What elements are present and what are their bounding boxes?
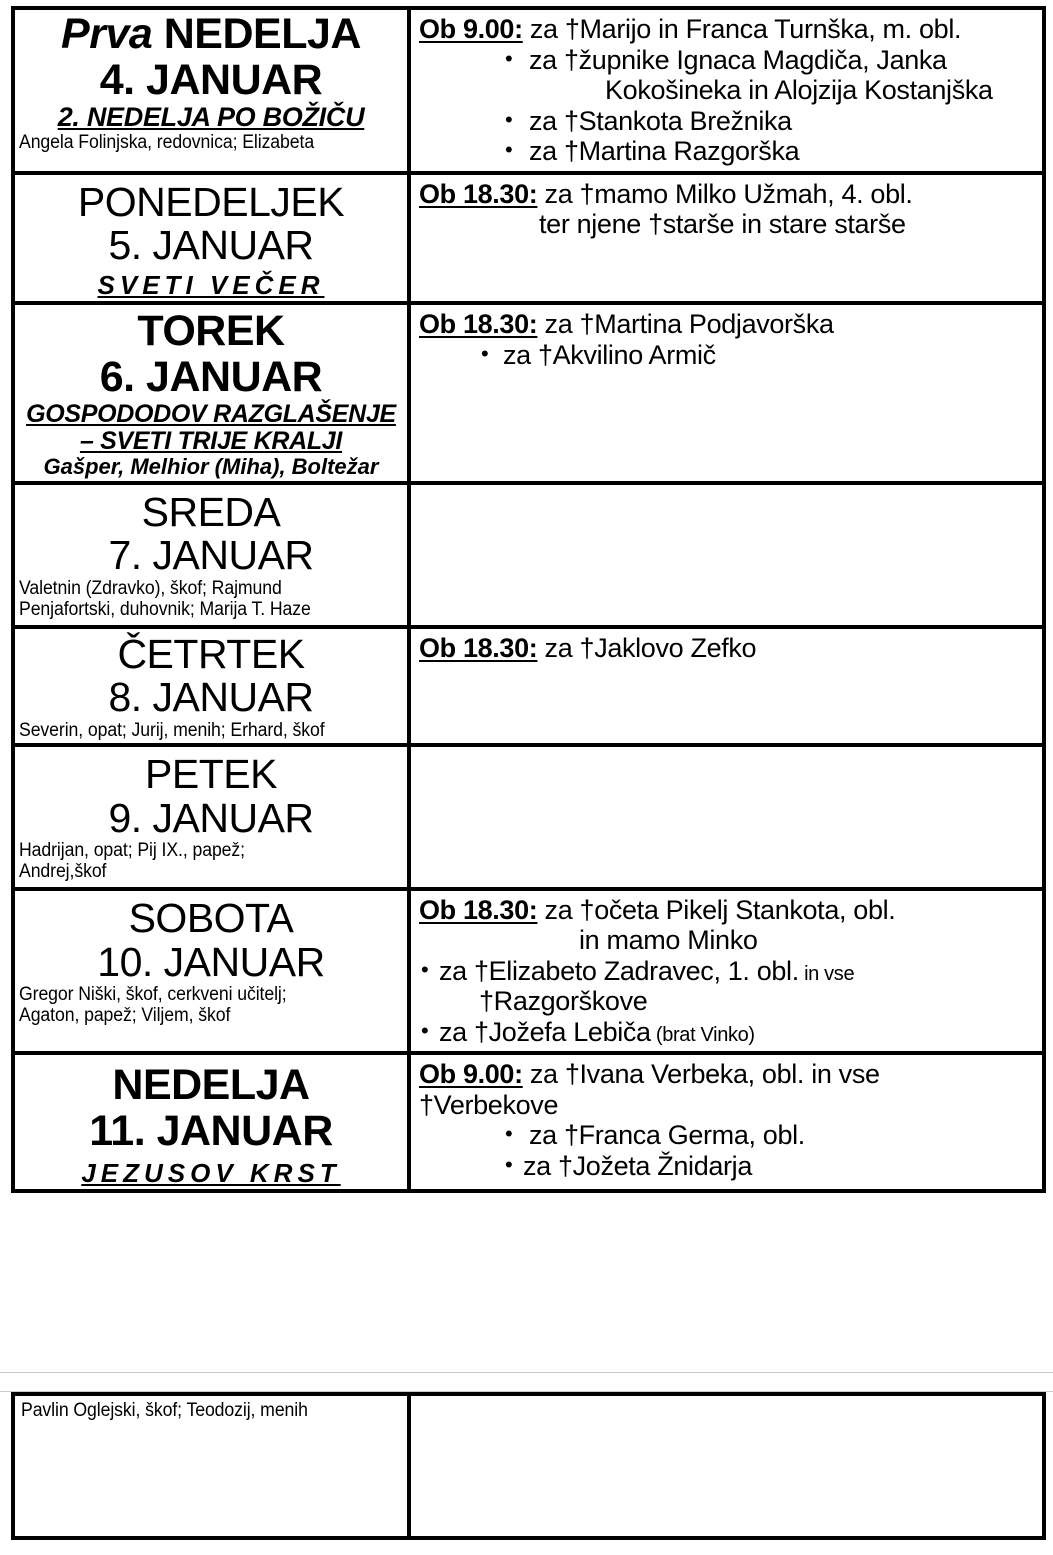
- day-name-main: NEDELJA: [163, 10, 361, 58]
- day-date: 11. JANUAR: [89, 1107, 333, 1156]
- intentions-cell: [409, 627, 1044, 745]
- table-row: [13, 483, 1044, 627]
- intention-continuation: ter njene †starše in stare starše: [539, 209, 906, 239]
- day-date: 9. JANUAR: [108, 794, 314, 841]
- day-name: SOBOTA: [128, 894, 294, 941]
- bullet-icon: •: [421, 1017, 429, 1043]
- intention-first-line: [419, 179, 1036, 210]
- table-row: [13, 889, 1044, 1054]
- day-cell: [13, 1053, 409, 1190]
- continuation-table: [11, 1392, 1046, 1540]
- intention-item: [419, 1017, 1036, 1048]
- intention-text: za †Jožeta Žnidarja: [523, 1150, 752, 1181]
- intention-text: za †župnike Ignaca Magdiča, Janka: [529, 44, 947, 75]
- intention-item: [419, 1120, 1036, 1151]
- day-subtitle: JEZUSOV KRST: [81, 1157, 341, 1188]
- day-saints: Pavlin Oglejski, škof; Teodozij, menih: [21, 1400, 308, 1421]
- intentions-cell: [409, 1053, 1044, 1190]
- day-subtitle-2: – SVETI TRIJE KRALJI: [79, 426, 343, 455]
- intention-item: [419, 1151, 1036, 1182]
- intention-note: (brat Vinko): [650, 1023, 755, 1046]
- day-name: TOREK: [137, 307, 285, 356]
- day-name: ČETRTEK: [117, 630, 305, 677]
- day-name-prefix: Prva: [61, 10, 164, 58]
- table-row: [13, 8, 1044, 173]
- intentions-cell: [409, 1394, 1044, 1538]
- day-name: PONEDELJEK: [77, 178, 345, 225]
- table-row: [13, 1394, 1044, 1538]
- intention-text: za †Ivana Verbeka, obl. in vse: [522, 1059, 880, 1090]
- day-cell: [13, 889, 409, 1054]
- table-row: [13, 1053, 1044, 1190]
- intention-text: za †Martina Razgorška: [529, 136, 800, 166]
- day-date: 10. JANUAR: [97, 938, 325, 985]
- intention-text: za †Marijo in Franca Turnška, m. obl.: [522, 14, 962, 44]
- intention-first-line: [419, 633, 1036, 664]
- day-cell: [13, 303, 409, 482]
- mass-time: Ob 18.30:: [419, 632, 538, 663]
- day-saints: Gašper, Melhior (Miha), Boltežar: [43, 453, 379, 479]
- day-saints: Hadrijan, opat; Pij IX., papež;: [19, 839, 245, 861]
- intentions-cell: [409, 173, 1044, 304]
- intention-note: in vse: [798, 962, 855, 985]
- day-date: 8. JANUAR: [108, 674, 314, 721]
- intention-text: za †očeta Pikelj Stankota, obl.: [537, 894, 896, 925]
- intention-text: za †Akvilino Armič: [503, 339, 716, 370]
- bullet-icon: •: [421, 956, 429, 982]
- table-row: [13, 173, 1044, 304]
- day-name: [19, 12, 403, 57]
- day-saints: Angela Folinjska, redovnica; Elizabeta: [19, 132, 315, 154]
- intention-text: za †Elizabeto Zadravec, 1. obl.: [439, 955, 799, 986]
- day-saints: Gregor Niški, škof, cerkveni učitelj;: [19, 983, 287, 1005]
- day-cell: [13, 483, 409, 627]
- intention-text: za †Franca Germa, obl.: [529, 1120, 805, 1151]
- intention-first-line: [419, 14, 1036, 45]
- intention-item: [419, 45, 1036, 76]
- mass-schedule-table: [11, 6, 1046, 1193]
- day-subtitle: SVETI VEČER: [97, 270, 325, 301]
- mass-time: Ob 18.30:: [419, 178, 538, 209]
- table-row: [13, 627, 1044, 745]
- bullet-icon: •: [505, 45, 513, 71]
- intention-first-line: [419, 309, 1036, 340]
- day-subtitle: 2. NEDELJA PO BOŽIČU: [57, 102, 365, 133]
- day-subtitle: GOSPODODOV RAZGLAŠENJE: [26, 399, 396, 428]
- intentions-cell: [409, 8, 1044, 173]
- day-name: SREDA: [141, 488, 281, 535]
- intention-text: za †Stankota Brežnika: [529, 105, 792, 136]
- page-break-gap: [0, 1372, 1053, 1392]
- intention-item-continuation: Kokošineka in Alojzija Kostanjška: [605, 75, 993, 105]
- day-date: 6. JANUAR: [99, 353, 323, 402]
- day-date: 5. JANUAR: [108, 222, 314, 269]
- intention-text: za †mamo Milko Užmah, 4. obl.: [537, 178, 913, 209]
- intention-item: [419, 340, 1036, 371]
- mass-time: Ob 9.00:: [419, 14, 523, 44]
- bullet-icon: •: [505, 1121, 513, 1147]
- day-saints-line2: Andrej,škof: [19, 861, 107, 883]
- day-cell: [13, 745, 409, 889]
- day-saints: Valetnin (Zdravko), škof; Rajmund: [19, 577, 282, 599]
- table-row: [13, 303, 1044, 482]
- intention-item: [419, 106, 1036, 137]
- bullet-icon: •: [505, 137, 513, 162]
- intention-first-line: [419, 1059, 1036, 1090]
- day-date: 4. JANUAR: [99, 55, 323, 104]
- day-cell: [13, 627, 409, 745]
- intention-text: za †Jaklovo Zefko: [537, 632, 757, 663]
- bullet-icon: •: [481, 340, 489, 366]
- intention-continuation: in mamo Minko: [579, 925, 758, 956]
- intentions-cell: [409, 889, 1044, 1054]
- intention-item: [419, 956, 1036, 987]
- mass-time: Ob 9.00:: [419, 1059, 523, 1090]
- intentions-cell: [409, 745, 1044, 889]
- intention-item-continuation: †Razgorškove: [479, 986, 648, 1017]
- intention-item: [419, 136, 1036, 167]
- intention-continuation: †Verbekove: [419, 1089, 559, 1120]
- intention-first-line: [419, 895, 1036, 926]
- intention-text: za †Martina Podjavorška: [537, 309, 834, 340]
- mass-time: Ob 18.30:: [419, 894, 538, 925]
- table-row: [13, 745, 1044, 889]
- intentions-cell: [409, 483, 1044, 627]
- day-date: 7. JANUAR: [108, 532, 314, 579]
- day-saints: Severin, opat; Jurij, menih; Erhard, škof: [19, 719, 325, 741]
- bullet-icon: •: [505, 1151, 513, 1177]
- day-saints-line2: Penjafortski, duhovnik; Marija T. Haze: [19, 598, 311, 620]
- intention-text: za †Jožefa Lebiča: [439, 1016, 651, 1047]
- day-name: NEDELJA: [112, 1061, 310, 1110]
- day-cell: [13, 1394, 409, 1538]
- day-cell: [13, 173, 409, 304]
- bullet-icon: •: [505, 106, 513, 132]
- day-saints-line2: Agaton, papež; Viljem, škof: [19, 1005, 231, 1027]
- mass-time: Ob 18.30:: [419, 309, 538, 340]
- day-cell: [13, 8, 409, 173]
- day-name: PETEK: [145, 750, 277, 797]
- intention-text: [411, 1396, 1042, 1404]
- intentions-cell: [409, 303, 1044, 482]
